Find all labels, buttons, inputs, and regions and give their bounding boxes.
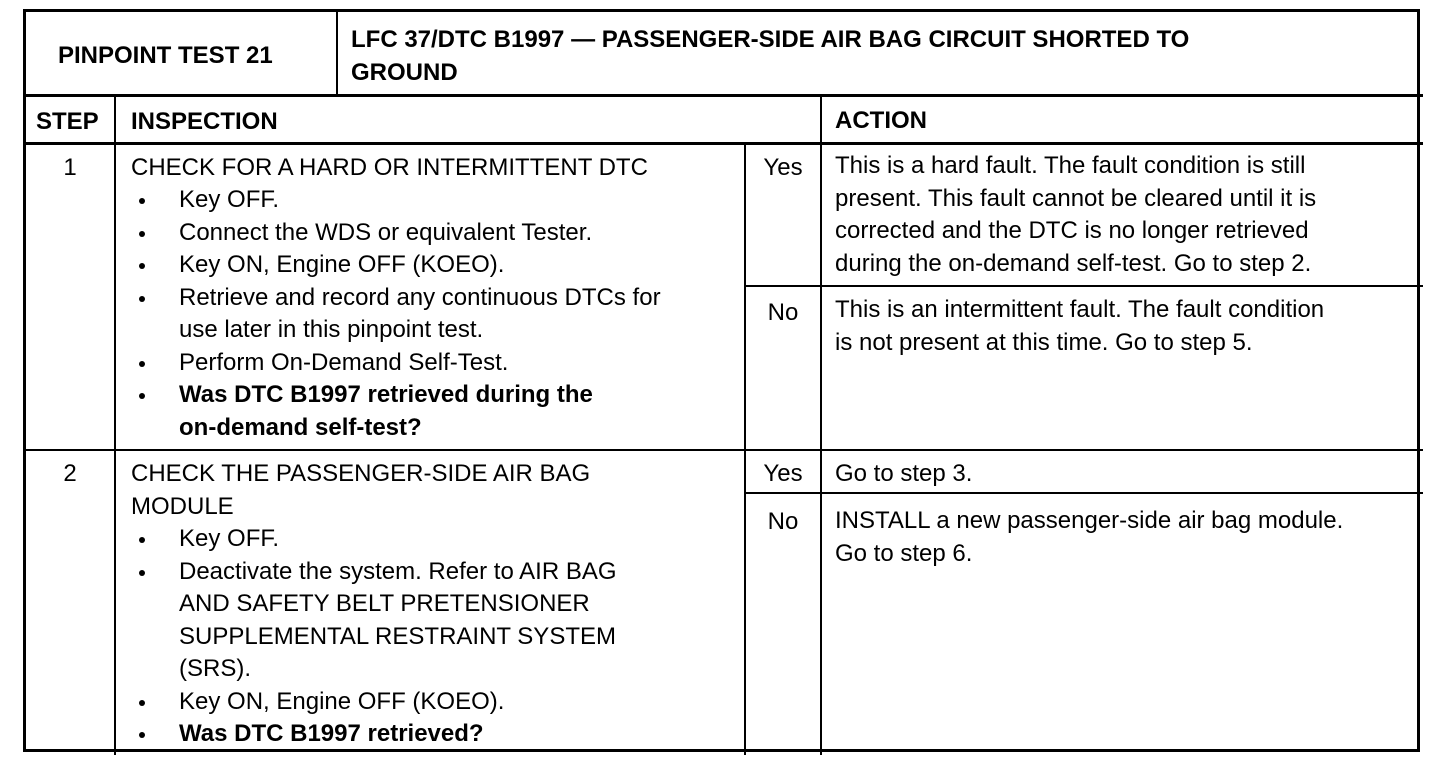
no-label: No bbox=[767, 299, 799, 326]
title-divider bbox=[336, 12, 338, 97]
inspection-heading: CHECK THE PASSENGER-SIDE AIR BAG bbox=[131, 460, 591, 487]
inspection-heading: CHECK FOR A HARD OR INTERMITTENT DTC bbox=[131, 154, 648, 181]
yes-action-line: present. This fault cannot be cleared until it is bbox=[835, 184, 1317, 212]
no-action-line: This is an intermittent fault. The fault condition bbox=[835, 296, 1325, 323]
list-item: Key ON, Engine OFF (KOEO). bbox=[131, 686, 617, 719]
no-action-line: is not present at this time. Go to step 5. bbox=[835, 328, 1253, 356]
step-number: 2 bbox=[63, 460, 77, 487]
no-action-line: Go to step 6. bbox=[835, 539, 973, 567]
column-step: STEP bbox=[36, 108, 99, 135]
list-item: Retrieve and record any continuous DTCs for bbox=[131, 282, 661, 315]
no-action-line: INSTALL a new passenger-side air bag module. bbox=[835, 507, 1344, 534]
step1-yes-no-divider bbox=[744, 285, 1423, 287]
yes-action-line: Go to step 3. bbox=[835, 460, 973, 487]
list-item-question: Was DTC B1997 retrieved during the bbox=[131, 379, 661, 412]
step-column-rule bbox=[114, 94, 116, 755]
yes-label: Yes bbox=[763, 154, 803, 181]
column-action: ACTION bbox=[835, 107, 927, 134]
step1-inspection-list bbox=[131, 184, 661, 444]
yes-label: Yes bbox=[763, 460, 803, 487]
list-item: Key OFF. bbox=[131, 523, 617, 556]
column-inspection: INSPECTION bbox=[131, 108, 278, 135]
header-bottom-rule bbox=[26, 142, 1423, 145]
list-item-question: Was DTC B1997 retrieved? bbox=[131, 718, 617, 751]
step-row-divider bbox=[26, 449, 1423, 451]
list-item: Connect the WDS or equivalent Tester. bbox=[131, 217, 661, 250]
test-title-line1: LFC 37/DTC B1997 — PASSENGER-SIDE AIR BAG CIRCUIT SHORTED TO bbox=[351, 26, 1190, 53]
yes-action-line: corrected and the DTC is no longer retrieved bbox=[835, 217, 1309, 244]
step2-inspection-list bbox=[131, 523, 617, 751]
test-title-line2: GROUND bbox=[351, 59, 458, 86]
list-item: Key OFF. bbox=[131, 184, 661, 217]
step-number: 1 bbox=[63, 154, 77, 181]
yes-action-line: This is a hard fault. The fault condition is still bbox=[835, 152, 1306, 179]
title-bottom-rule bbox=[26, 94, 1423, 97]
pinpoint-test-table bbox=[23, 9, 1420, 752]
list-item: Perform On-Demand Self-Test. bbox=[131, 347, 661, 380]
list-item-continuation: SUPPLEMENTAL RESTRAINT SYSTEM bbox=[179, 622, 616, 650]
list-item: Key ON, Engine OFF (KOEO). bbox=[131, 249, 661, 282]
step2-yes-no-divider bbox=[744, 492, 1423, 494]
list-item: Deactivate the system. Refer to AIR BAG bbox=[131, 556, 617, 589]
list-item-continuation: on-demand self-test? bbox=[179, 413, 422, 441]
list-item-continuation: (SRS). bbox=[179, 655, 251, 682]
action-column-rule bbox=[820, 94, 822, 755]
yes-action-line: during the on-demand self-test. Go to step 2. bbox=[835, 249, 1312, 277]
list-item-continuation: use later in this pinpoint test. bbox=[179, 316, 484, 343]
list-item-continuation: AND SAFETY BELT PRETENSIONER bbox=[179, 590, 590, 617]
inspection-heading-continuation: MODULE bbox=[131, 492, 234, 520]
no-label: No bbox=[767, 508, 799, 535]
test-label: PINPOINT TEST 21 bbox=[58, 42, 273, 69]
